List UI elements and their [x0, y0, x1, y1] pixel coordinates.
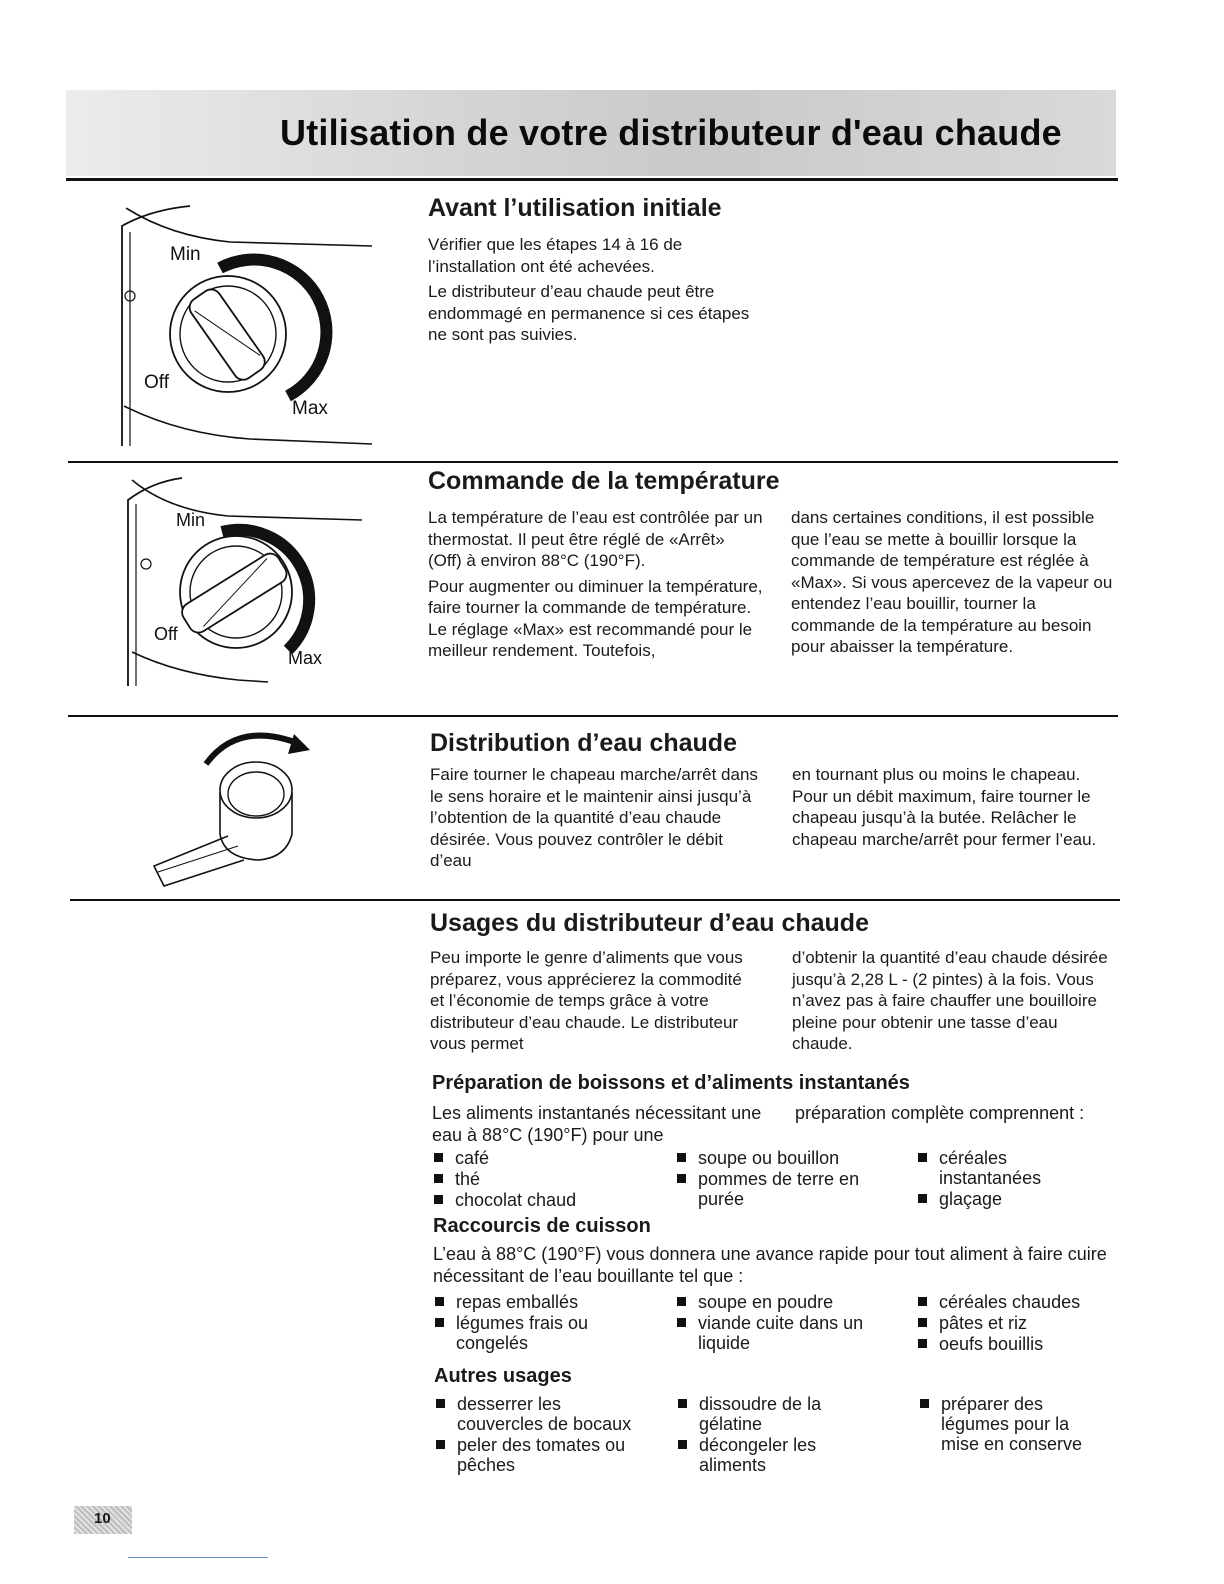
section-title-temperature-control: Commande de la température — [428, 467, 780, 495]
list-item: repas emballés — [433, 1292, 633, 1312]
list-item: thé — [432, 1169, 662, 1189]
header-rule — [66, 178, 1118, 181]
min-label: Min — [170, 244, 201, 265]
paragraph: Vérifier que les étapes 14 à 16 de l’installation ont été achevées. — [428, 235, 683, 276]
list-item: chocolat chaud — [432, 1190, 662, 1210]
section-temperature-col1 — [428, 507, 763, 666]
cooking-shortcuts-list-col2 — [675, 1292, 900, 1354]
subsection-title-instant-foods: Préparation de boissons et d’aliments instantanés — [432, 1072, 910, 1094]
paragraph: d’obtenir la quantité d’eau chaude désirée jusqu’à 2,28 L - (2 pintes) à la fois. Vous n’avez pas à faire chauffer une bouilloire pleine pour obtenir une tasse d’eau chaude. — [792, 948, 1108, 1053]
section-title-uses: Usages du distributeur d’eau chaude — [430, 909, 869, 937]
page-number-badge — [74, 1506, 132, 1534]
other-uses-list-col1 — [434, 1394, 634, 1476]
instant-foods-list-col1 — [432, 1148, 662, 1211]
max-label: Max — [292, 398, 328, 419]
footer-line — [128, 1557, 268, 1558]
instant-foods-list-col2 — [675, 1148, 895, 1210]
paragraph: préparation complète comprennent : — [795, 1103, 1085, 1123]
paragraph: L’eau à 88°C (190°F) vous donnera une avance rapide pour tout aliment à faire cuire nécessitant de l’eau bouillante tel que : — [433, 1244, 1107, 1286]
paragraph: Peu importe le genre d’aliments que vous préparez, vous apprécierez la commodité et l’économie de temps grâce à votre distributeur d’eau chaude. Le distributeur vous permet — [430, 948, 743, 1053]
section-title-hot-water-dispensing: Distribution d’eau chaude — [430, 729, 737, 757]
section-uses-col1 — [430, 947, 760, 1059]
min-label: Min — [176, 510, 206, 530]
subsection-title-cooking-shortcuts: Raccourcis de cuisson — [433, 1215, 651, 1237]
section-dispensing-col2 — [792, 764, 1102, 854]
list-item: dissoudre de la gélatine — [676, 1394, 861, 1434]
list-item: décongeler les aliments — [676, 1435, 861, 1475]
list-item: préparer des légumes pour la mise en conserve — [918, 1394, 1103, 1454]
section-initial-use-text — [428, 234, 758, 350]
paragraph: Pour augmenter ou diminuer la température, faire tourner la commande de température. Le réglage «Max» est recommandé pour le meilleur rendement. Toutefois, — [428, 576, 763, 660]
cooking-shortcuts-intro — [433, 1244, 1123, 1291]
instant-foods-intro-col1 — [432, 1103, 772, 1150]
list-item: céréales chaudes — [916, 1292, 1116, 1312]
paragraph: en tournant plus ou moins le chapeau. Pour un débit maximum, faire tourner le chapeau jusqu’à la butée. Relâcher le chapeau marche/arrêt pour fermer l’eau. — [792, 765, 1097, 849]
temperature-dial-figure-1 — [110, 196, 390, 452]
subsection-title-other-uses: Autres usages — [434, 1365, 572, 1387]
list-item: peler des tomates ou pêches — [434, 1435, 634, 1475]
paragraph: dans certaines conditions, il est possible que l’eau se mette à bouillir lorsque la commande de température est réglée à «Max». Si vous apercevez de la vapeur ou entendez l’eau bouillir, tourner la commande de la température au besoin pour abaisser la température. — [791, 508, 1113, 656]
list-item: viande cuite dans un liquide — [675, 1313, 900, 1353]
other-uses-list-col3 — [918, 1394, 1103, 1455]
section-temperature-col2 — [791, 507, 1119, 662]
instant-foods-intro-col2 — [795, 1103, 1125, 1129]
list-item: légumes frais ou congelés — [433, 1313, 633, 1353]
rotate-arrow-icon — [288, 734, 310, 754]
cooking-shortcuts-list-col1 — [433, 1292, 633, 1354]
temperature-dial-figure-2 — [118, 474, 378, 694]
page-title: Utilisation de votre distributeur d'eau chaude — [280, 112, 1062, 153]
paragraph: Les aliments instantanés nécessitant une eau à 88°C (190°F) pour une — [432, 1103, 762, 1145]
other-uses-list-col2 — [676, 1394, 861, 1476]
max-label: Max — [288, 648, 323, 668]
section-title-initial-use: Avant l’utilisation initiale — [428, 194, 722, 222]
list-item: glaçage — [916, 1189, 1076, 1209]
page-number: 10 — [94, 1510, 111, 1527]
list-item: oeufs bouillis — [916, 1334, 1116, 1354]
list-item: desserrer les couvercles de bocaux — [434, 1394, 634, 1434]
list-item: soupe ou bouillon — [675, 1148, 895, 1168]
list-item: soupe en poudre — [675, 1292, 900, 1312]
list-item: céréales instantanées — [916, 1148, 1076, 1188]
section-divider — [68, 715, 1118, 717]
list-item: pommes de terre en purée — [675, 1169, 895, 1209]
off-label: Off — [154, 624, 178, 644]
cooking-shortcuts-list-col3 — [916, 1292, 1116, 1355]
list-item: café — [432, 1148, 662, 1168]
list-item: pâtes et riz — [916, 1313, 1116, 1333]
off-label: Off — [144, 372, 169, 393]
section-uses-col2 — [792, 947, 1112, 1059]
section-divider — [68, 461, 1118, 463]
paragraph: La température de l’eau est contrôlée par un thermostat. Il peut être réglé de «Arrêt» (Off) à environ 88°C (190°F). — [428, 508, 763, 570]
faucet-cap-figure — [148, 726, 318, 890]
section-divider — [70, 899, 1120, 901]
instant-foods-list-col3 — [916, 1148, 1076, 1210]
indicator-icon — [141, 559, 151, 569]
section-dispensing-col1 — [430, 764, 760, 876]
paragraph: Faire tourner le chapeau marche/arrêt dans le sens horaire et le maintenir ainsi jusqu’à l’obtention de la quantité d’eau chaude désirée. Vous pouvez contrôler le débit d’eau — [430, 765, 758, 870]
paragraph: Le distributeur d’eau chaude peut être endommagé en permanence si ces étapes ne sont pas suivies. — [428, 282, 750, 344]
